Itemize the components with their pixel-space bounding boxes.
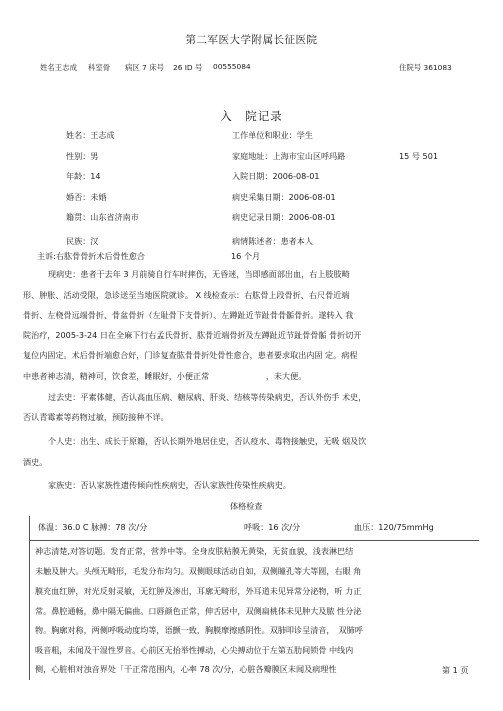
hpi-line-2: 形、肿胀、活动受限，急诊送至当地医院就诊。 X 线检查示：右肱骨上段骨折、右尺骨近端 <box>23 290 350 300</box>
ward-bed: 病区 7 床号 <box>125 63 164 72</box>
hpi-line-3: 骨折、左桡骨远端骨折、骨盆骨折（左耻骨下支骨折）、左蹲趾近节趾骨骨骺骨折。遂转入 我 <box>23 310 354 320</box>
past-history-line-2: 否认青霉素等药物过敏，预防接种不详。 <box>23 412 169 422</box>
field-admit-date: 入院日期：2006-08-01 <box>232 171 320 181</box>
field-ethnicity: 民族：汉 <box>66 236 99 246</box>
chief-complaint: 主诉:右肱骨骨折术后骨性愈合 <box>37 251 145 261</box>
hpi-line-1: 现病史：患者于去年 3 月前骑自行车时摔伤，无昏迷，当即感面部出血，右上肢肢畸 <box>48 269 350 279</box>
field-marital: 婚否：未婚 <box>66 192 107 202</box>
field-gender: 性别：男 <box>66 151 99 161</box>
personal-history-line-1: 个人史：出生、成长于原籍，否认长期外地居住史，否认疫水、毒物接触史，无吸 烟及饮 <box>48 436 367 446</box>
page-number: 第 1 页 <box>442 665 469 675</box>
exam-line-7: 侧，心脏相对浊音界处「干正常范围内，心率 78 次/分，心脏各瓣膜区未闻及病理性 <box>35 664 337 674</box>
hpi-line-6: 中患者神志清，精神可，饮食差，睡眠好，小便正常 ，未大便。 <box>23 371 307 381</box>
id-label: 26 ID 号 <box>173 63 203 72</box>
admission-number: 住院号 361083 <box>399 63 452 72</box>
field-address-tail: 15 号 501 <box>399 151 438 161</box>
past-history-line-1: 过去史：平素体健，否认高血压病、糖尿病、肝炎、结核等传染病史，否认外伤手 术史， <box>48 392 367 402</box>
chief-complaint-duration: 16 个月 <box>231 251 261 261</box>
hpi-line-5: 复位内固定。术后骨折端愈合好，门诊复查肱骨骨折处骨性愈合，患者要求取出内固 定。病程 <box>23 350 358 360</box>
field-occupation: 工作单位和职业：学生 <box>232 130 313 140</box>
vitals-respiration: 呼吸：16 次/分 <box>244 522 301 532</box>
hpi-line-4: 院治疗，2005-3-24 日在全麻下行右孟氏骨折、肱骨近端骨折及左蹲趾近节趾骨骨骺 骨折切开 <box>23 330 362 340</box>
field-collect-date: 病史采集日期：2006-08-01 <box>232 192 336 202</box>
exam-line-1: 神志清楚,对答切题。发育正常，营养中等。全身皮肤粘膜无黄染，无贫血貌，浅表淋巴结 <box>35 546 354 556</box>
field-record-date: 病史记录日期：2006-08-01 <box>232 212 336 222</box>
field-name: 姓名：王志成 <box>66 130 115 140</box>
vitals-temp-pulse: 体温：36.0 C 脉搏：78 次/分 <box>38 522 148 532</box>
family-history: 家族史：否认家族性遗传倾向性疾病史，否认家族性传染性疾病史。 <box>48 480 291 490</box>
vitals-blood-pressure: 血压：120/75mmHg <box>354 522 434 532</box>
exam-title: 体格检查 <box>230 501 263 511</box>
patient-name: 姓名王志成 <box>40 63 77 72</box>
personal-history-line-2: 酒史。 <box>23 457 48 467</box>
id-number: 00555084 <box>213 62 251 71</box>
field-narrator: 病情陈述者：患者本人 <box>232 236 313 246</box>
vitals-divider <box>29 540 479 541</box>
field-age: 年龄：14 <box>66 171 101 181</box>
exam-line-5: 物。胸廓对称，两侧呼吸动度均等，语颤一致，胸膜摩擦感阴性。双肺叩诊呈清音， 双肺呼 <box>35 625 363 635</box>
exam-line-2: 未触及肿大。头颅无畸形，毛发分布均匀。双侧眼球活动自如，双侧瞳孔等大等圆，右眼 角 <box>35 566 362 576</box>
exam-line-6: 吸音粗，未闻及干湿性罗音。心前区无抬举性搏动，心尖搏动位于左第五肋间锁骨 中线内 <box>35 645 354 655</box>
field-address: 家庭地址：上海市宝山区呼玛路 <box>232 151 346 161</box>
field-native: 籍贯：山东省济南市 <box>66 212 139 222</box>
department: 科室骨 <box>88 63 111 72</box>
exam-line-3: 膜充血红肿，对光反射灵敏，无红肿及渗出，耳廓无畸形，外耳道未见异常分泌物，听 力正 <box>35 586 362 596</box>
exam-line-4: 常。鼻腔通畅，鼻中隔无偏曲。口唇颜色正常，伸舌居中，双侧扁桃体未见肿大及脓 性分泌 <box>35 606 362 616</box>
hospital-name: 第二军医大学附属长征医院 <box>185 34 318 46</box>
record-title: 入 院记录 <box>220 109 283 123</box>
